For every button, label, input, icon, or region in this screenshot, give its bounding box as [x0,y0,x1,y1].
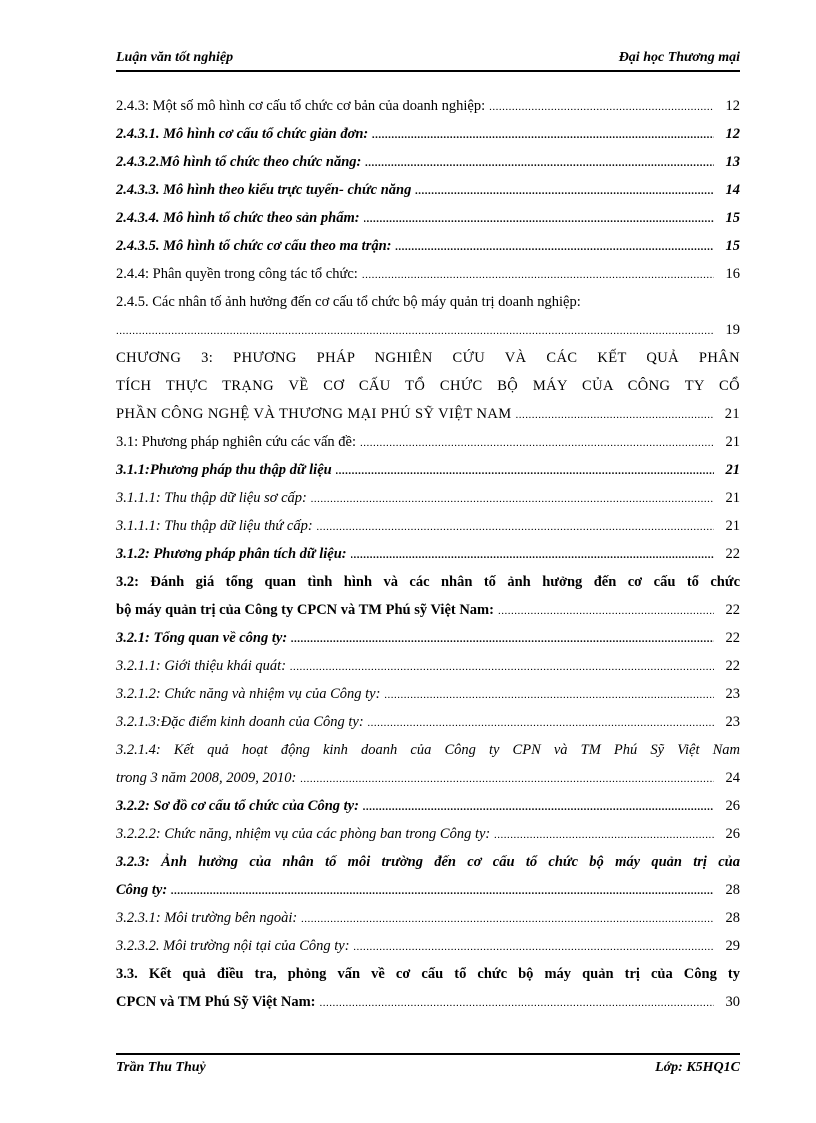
toc-entry-title: 3.3. Kết quả điều tra, phỏng vấn về cơ cấu tổ chức bộ máy quản trị của Công ty [116,966,740,982]
toc-leader-dots [360,429,714,457]
toc-entry [116,568,740,624]
toc-page-number: 21 [725,490,740,506]
toc-entry [116,456,740,484]
toc-entry [116,428,740,456]
page-footer [116,1053,740,1080]
toc-entry-title: 3.2.3.2. Môi trường nội tại của Công ty: [116,938,350,954]
toc-leader-dots [336,457,714,485]
toc-page-number: 26 [725,798,740,814]
toc-leader-dots [415,177,714,205]
toc-leader-dots [498,597,714,625]
toc-page-number: 22 [725,658,740,674]
toc-leader-dots [171,877,714,905]
toc-page-number: 22 [725,602,740,618]
toc-entry-title: 3.2: Đánh giá tổng quan tình hình và các nhân tố ảnh hưởng đến cơ cấu tổ chức [116,574,740,590]
toc-leader-dots [489,93,714,121]
toc-leader-dots [311,485,714,513]
toc-entry [116,708,740,736]
toc-entry-title: 2.4.3.4. Mô hình tổ chức theo sản phẩm: [116,210,360,226]
toc-entry-title: 2.4.3.1. Mô hình cơ cấu tổ chức giản đơn: [116,126,369,142]
header-university-label: Đại học Thương mại [618,50,740,65]
toc-entry-title: 3.2.1.4: Kết quả hoạt động kinh doanh của Công ty CPN và TM Phú Sỹ Việt Nam [116,742,740,758]
toc-leader-dots [395,233,714,261]
toc-leader-dots [365,149,714,177]
toc-entry-title: 2.4.3.3. Mô hình theo kiểu trực tuyến- chức năng [116,182,412,198]
toc-page-number: 15 [725,210,740,226]
toc-chapter-title: PHẦN CÔNG NGHỆ VÀ THƯƠNG MẠI PHÚ SỸ VIỆT NAM [116,406,512,422]
header-thesis-label: Luận văn tốt nghiệp [116,50,234,65]
toc-entry-title: 2.4.3: Một số mô hình cơ cấu tổ chức cơ bản của doanh nghiệp: [116,98,486,114]
toc-entry [116,652,740,680]
toc-leader-dots [372,121,714,149]
toc-entry-title: 3.2.2.2: Chức năng, nhiệm vụ của các phòng ban trong Công ty: [116,826,491,842]
toc-entry [116,680,740,708]
toc-entry [116,848,740,904]
toc-entry [116,484,740,512]
toc-entry-title: 2.4.3.5. Mô hình tổ chức cơ cấu theo ma trận: [116,238,392,254]
toc-page-number: 19 [725,322,740,338]
toc-entry-title-cont: bộ máy quản trị của Công ty CPCN và TM Phú sỹ Việt Nam: [116,602,494,618]
toc-page-number: 26 [725,826,740,842]
toc-entry-title-cont: trong 3 năm 2008, 2009, 2010: [116,770,297,786]
toc-page-number: 12 [725,98,740,114]
footer-author: Trần Thu Thuỷ [116,1060,206,1075]
toc-entry [116,204,740,232]
toc-page-number: 22 [725,630,740,646]
table-of-contents [116,92,740,1016]
toc-entry-title: 2.4.3.2.Mô hình tổ chức theo chức năng: [116,154,362,170]
toc-entry [116,624,740,652]
toc-page-number: 30 [725,994,740,1010]
toc-leader-dots [351,541,714,569]
toc-leader-dots [494,821,714,849]
toc-chapter-entry [116,344,740,428]
page-header [116,50,740,72]
toc-entry [116,932,740,960]
toc-entry [116,260,740,288]
toc-leader-dots [384,681,714,709]
toc-leader-dots [317,513,714,541]
toc-leader-dots [301,905,714,933]
toc-page-number: 21 [725,434,740,450]
toc-entry-title: 3.1: Phương pháp nghiên cứu các vấn đề: [116,434,357,450]
toc-leader-dots [300,765,714,793]
toc-entry-title: 3.2.3.1: Môi trường bên ngoài: [116,910,298,926]
toc-entry-title: 3.1.1.1: Thu thập dữ liệu sơ cấp: [116,490,307,506]
footer-class: Lớp: K5HQ1C [655,1060,740,1075]
toc-entry [116,148,740,176]
toc-entry-title-cont: Công ty: [116,882,168,898]
toc-entry [116,232,740,260]
toc-leader-dots [291,625,714,653]
toc-entry-title: 3.2.2: Sơ đồ cơ cấu tổ chức của Công ty: [116,798,359,814]
toc-entry [116,512,740,540]
toc-entry-title: 3.2.1.2: Chức năng và nhiệm vụ của Công ty: [116,686,381,702]
toc-page-number: 16 [725,266,740,282]
toc-entry [116,120,740,148]
toc-leader-dots [362,261,714,289]
toc-leader-dots [364,205,714,233]
toc-page-number: 15 [725,238,740,254]
toc-chapter-title: CHƯƠNG 3: PHƯƠNG PHÁP NGHIÊN CỨU VÀ CÁC KẾT QUẢ PHÂN [116,350,740,366]
toc-leader-dots [354,933,714,961]
toc-leader-dots [116,317,714,345]
toc-entry [116,288,740,344]
toc-page-number: 24 [725,770,740,786]
toc-entry-title: 3.2.3: Ảnh hưởng của nhân tố môi trường đến cơ cấu tổ chức bộ máy quản trị của [116,854,740,870]
toc-entry-title: 3.1.2: Phương pháp phân tích dữ liệu: [116,546,347,562]
toc-leader-dots [290,653,714,681]
toc-entry [116,540,740,568]
toc-page-number: 29 [725,938,740,954]
toc-entry-title: 2.4.5. Các nhân tố ảnh hưởng đến cơ cấu tổ chức bộ máy quản trị doanh nghiệp: [116,294,581,310]
toc-entry [116,176,740,204]
toc-entry [116,960,740,1016]
toc-leader-dots [320,989,714,1017]
toc-page-number: 23 [725,686,740,702]
toc-leader-dots [363,793,714,821]
toc-entry-title: 3.2.1.3:Đặc điểm kinh doanh của Công ty: [116,714,364,730]
toc-entry [116,792,740,820]
toc-entry-title-cont: CPCN và TM Phú Sỹ Việt Nam: [116,994,316,1010]
toc-page-number: 23 [725,714,740,730]
toc-page-number: 13 [725,154,740,170]
toc-page-number: 21 [725,518,740,534]
toc-page-number: 21 [725,462,740,478]
toc-entry-title: 3.2.1: Tổng quan về công ty: [116,630,288,646]
toc-entry [116,736,740,792]
toc-entry [116,820,740,848]
toc-page-number: 28 [725,910,740,926]
toc-leader-dots [368,709,714,737]
toc-entry-title: 3.1.1:Phương pháp thu thập dữ liệu [116,462,332,478]
toc-entry [116,92,740,120]
toc-page-number: 14 [725,182,740,198]
toc-page-number: 12 [725,126,740,142]
toc-entry-title: 3.1.1.1: Thu thập dữ liệu thứ cấp: [116,518,313,534]
toc-page-number: 21 [724,406,740,422]
toc-chapter-title: TÍCH THỰC TRẠNG VỀ CƠ CẤU TỔ CHỨC BỘ MÁY CỦA CÔNG TY CỔ [116,378,740,394]
toc-entry-title: 2.4.4: Phân quyền trong công tác tổ chức: [116,266,358,282]
toc-page-number: 28 [725,882,740,898]
toc-entry-title: 3.2.1.1: Giới thiệu khái quát: [116,658,287,674]
toc-leader-dots [516,401,714,429]
toc-entry [116,904,740,932]
toc-page-number: 22 [725,546,740,562]
